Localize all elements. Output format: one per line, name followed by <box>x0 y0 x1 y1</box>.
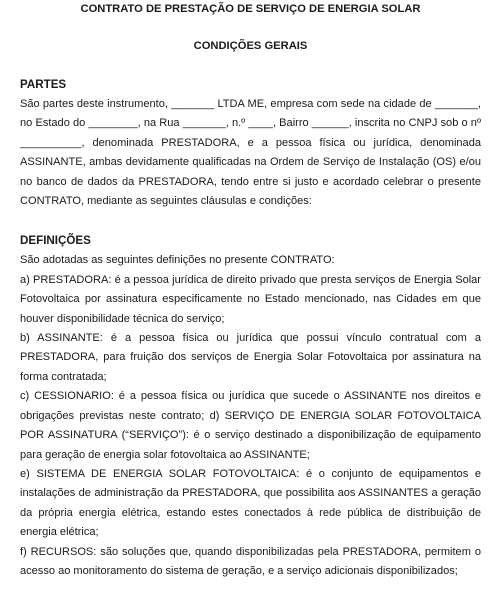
section-partes <box>20 76 481 211</box>
section-heading-partes: PARTES <box>20 78 67 91</box>
section-definicoes <box>20 232 481 581</box>
definition-item-c-d: c) CESSIONARIO: é a pessoa física ou jurídica que sucede o ASSINANTE nos direitos e obrigações previstas neste contrato; d) SERVIÇO DE ENERGIA SOLAR FOTOVOLTAICA POR ASSINATURA (“SERVIÇO”): é o serviço destinado a disponibilização de equipamento para geração de energia solar fotovoltaica ao ASSINANTE; <box>20 390 481 461</box>
partes-paragraph: São partes deste instrumento, _______ LTDA ME, empresa com sede na cidade de _______, no Estado do ________, na Rua _______, n.º ____, Bairro ______, inscrita no CNPJ sob o nº __________, denominada PRESTADORA, e a pessoa física ou jurídica, denominada ASSINANTE, ambas devidamente qualificadas na Ordem de Serviço de Instalação (OS) e/ou no banco de dados da PRESTADORA, tendo entre si justo e acordado celebrar o presente CONTRATO, mediante as seguintes cláusulas e condições: <box>20 98 481 208</box>
definition-item-b: b) ASSINANTE: é a pessoa física ou jurídica que possui vínculo contratual com a PRESTADORA, para fruição dos serviços de Energia Solar Fotovoltaica por assinatura na forma contratada; <box>20 332 481 383</box>
document-title: CONTRATO DE PRESTAÇÃO DE SERVIÇO DE ENERGIA SOLAR <box>80 3 421 15</box>
definicoes-intro: São adotadas as seguintes definições no presente CONTRATO: <box>20 254 335 267</box>
definition-item-a: a) PRESTADORA: é a pessoa jurídica de direito privado que presta serviços de Energia Solar Fotovoltaica por assinatura especificamente no Estado mencionado, nas Cidades em que houver disponibilidade técnica do serviço; <box>20 273 481 325</box>
definition-item-e: e) SISTEMA DE ENERGIA SOLAR FOTOVOLTAICA: é o conjunto de equipamentos e instalações de administração da PRESTADORA, que possibilita aos ASSINANTES a geração da própria energia elétrica, estando estes conectados à rede pública de distribuição de energia elétrica; <box>20 467 481 539</box>
document-subtitle: CONDIÇÕES GERAIS <box>193 40 308 52</box>
definition-item-f: f) RECURSOS: são soluções que, quando disponibilizadas pela PRESTADORA, permitem o acesso ao monitoramento do sistema de geração, e a serviço adicionais disponibilizados; <box>20 545 481 577</box>
section-heading-definicoes: DEFINIÇÕES <box>20 234 91 248</box>
